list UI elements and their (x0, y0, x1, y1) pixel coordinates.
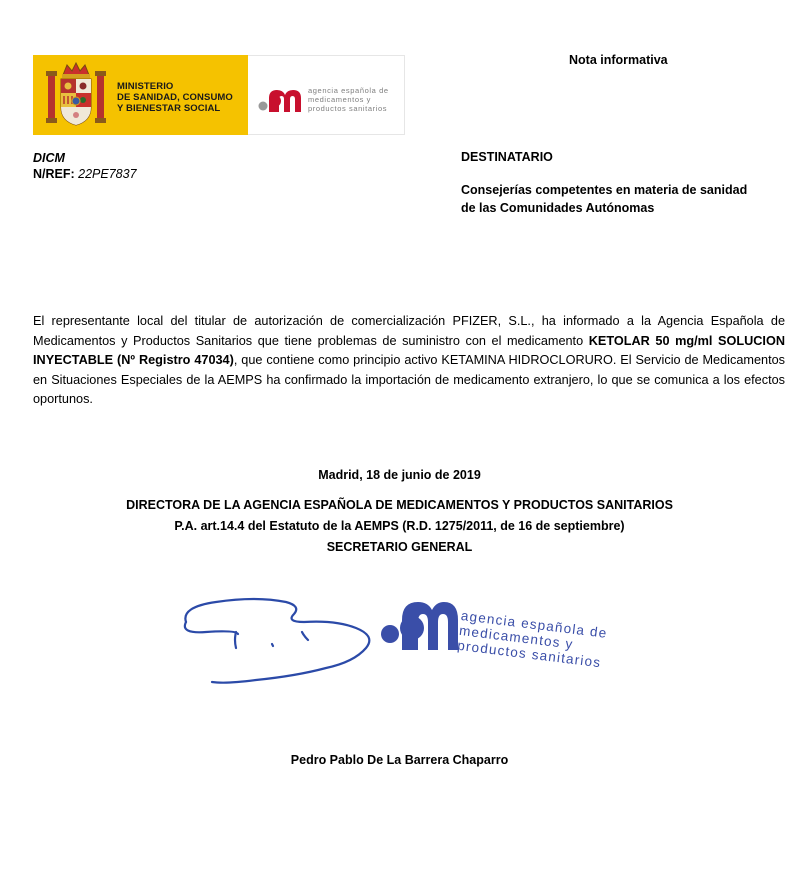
place-date: Madrid, 18 de junio de 2019 (318, 468, 481, 482)
reference-value: 22PE7837 (78, 167, 137, 181)
signatory-title-line-2: P.A. art.14.4 del Estatuto de la AEMPS (R.D. 1275/2011, de 16 de septiembre) (174, 519, 625, 533)
signatory-title-line-1: DIRECTORA DE LA AGENCIA ESPAÑOLA DE MEDICAMENTOS Y PRODUCTOS SANITARIOS (126, 498, 673, 512)
body-text-2: , que contiene como principio activo KETAMINA HIDROCLORURO. El Servicio de Medicamentos en Situaciones Especiales de la AEMPS ha confirmado la importación de medicamento extranjero, lo que se comunica a los efectos oportunos. (33, 353, 785, 406)
product-name: KETOLAR 50 mg/ml SOLUCION INYECTABLE (Nº Registro 47034) (33, 333, 785, 367)
handwritten-signature (176, 592, 386, 692)
department-code: DICM (33, 151, 65, 165)
agency-name: agencia española de medicamentos y productos sanitarios (308, 86, 389, 113)
recipient-label: DESTINATARIO (461, 150, 553, 164)
document-title: Nota informativa (569, 53, 668, 67)
body-text-1: El representante local del titular de autorización de comercialización PFIZER, S.L., ha informado a la Agencia Española de Medicamentos y Productos Sanitarios que tiene problemas de suministro con el medicamento (33, 314, 785, 348)
body-paragraph (33, 312, 785, 410)
aemps-logo-icon (258, 84, 304, 114)
agency-stamp (378, 596, 628, 696)
reference-line (33, 166, 137, 182)
agency-logo (248, 55, 405, 135)
signer-name: Pedro Pablo De La Barrera Chaparro (290, 753, 509, 767)
ministry-name: MINISTERIO DE SANIDAD, CONSUMO Y BIENESTAR SOCIAL (117, 81, 233, 114)
recipient-name: Consejerías competentes en materia de sanidad de las Comunidades Autónomas (461, 183, 748, 215)
ministry-logo (33, 55, 248, 135)
signatory-title-line-3: SECRETARIO GENERAL (326, 540, 473, 554)
reference-label: N/REF: (33, 167, 75, 181)
aemps-stamp-logo-icon (378, 596, 460, 656)
stamp-text: agencia española de medicamentos y productos sanitarios (456, 608, 609, 671)
coat-of-arms-icon (45, 61, 107, 129)
reference-block (33, 150, 137, 182)
